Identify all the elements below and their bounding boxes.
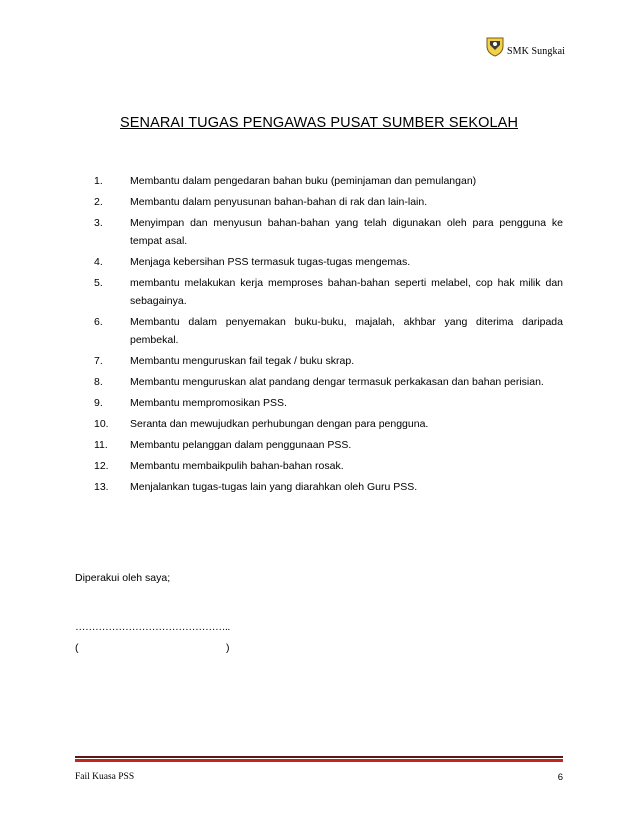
item-number: 3.: [94, 217, 103, 229]
item-number: 4.: [94, 256, 103, 268]
item-text: Membantu mempromosikan PSS.: [130, 397, 287, 409]
item-number: 5.: [94, 277, 103, 289]
item-text: Seranta dan mewujudkan perhubungan dengan para pengguna.: [130, 418, 429, 430]
name-bracket-open: (: [75, 642, 79, 654]
item-number: 1.: [94, 175, 103, 187]
list-item: [0, 373, 638, 391]
list-item: [0, 313, 638, 349]
signature-line: ………………………………………..: [75, 621, 230, 633]
list-item: [0, 253, 638, 271]
page-number: 6: [557, 772, 563, 783]
item-number: 2.: [94, 196, 103, 208]
footer-rule-dark: [75, 756, 563, 758]
item-number: 7.: [94, 355, 103, 367]
list-item: [0, 274, 638, 310]
item-number: 9.: [94, 397, 103, 409]
item-number: 10.: [94, 418, 109, 430]
list-item: [0, 415, 638, 433]
item-number: 12.: [94, 460, 109, 472]
item-text: Membantu membaikpulih bahan-bahan rosak.: [130, 460, 344, 472]
footer-title: Fail Kuasa PSS: [75, 772, 135, 782]
item-number: 8.: [94, 376, 103, 388]
name-bracket-close: ): [226, 642, 230, 654]
list-item: [0, 172, 638, 190]
task-list: [0, 172, 638, 499]
item-text: Membantu dalam penyusunan bahan-bahan di rak dan lain-lain.: [130, 196, 428, 208]
list-item: [0, 457, 638, 475]
list-item: [0, 214, 638, 250]
item-text: Menjalankan tugas-tugas lain yang diarahkan oleh Guru PSS.: [130, 481, 418, 493]
list-item: [0, 193, 638, 211]
list-item: [0, 394, 638, 412]
item-number: 6.: [94, 316, 103, 328]
approval-label: Diperakui oleh saya;: [75, 572, 171, 584]
page-title: SENARAI TUGAS PENGAWAS PUSAT SUMBER SEKOLAH: [119, 115, 519, 131]
footer-rule-red: [75, 759, 563, 762]
school-crest-icon: [485, 35, 505, 57]
item-text: Membantu dalam penyemakan buku-buku, majalah, akhbar yang diterima daripada pembekal.: [130, 316, 563, 346]
item-text: Menyimpan dan menyusun bahan-bahan yang telah digunakan oleh para pengguna ke tempat asal.: [130, 217, 563, 247]
item-text: membantu melakukan kerja memproses bahan-bahan seperti melabel, cop hak milik dan sebagainya.: [130, 277, 563, 307]
list-item: [0, 478, 638, 496]
item-text: Menjaga kebersihan PSS termasuk tugas-tugas mengemas.: [130, 256, 411, 268]
page-header: [485, 32, 565, 57]
item-number: 13.: [94, 481, 109, 493]
school-name: SMK Sungkai: [506, 46, 565, 57]
item-text: Membantu dalam pengedaran bahan buku (peminjaman dan pemulangan): [130, 175, 477, 187]
item-number: 11.: [94, 439, 108, 451]
item-text: Membantu menguruskan fail tegak / buku skrap.: [130, 355, 355, 367]
list-item: [0, 352, 638, 370]
list-item: [0, 436, 638, 454]
item-text: Membantu pelanggan dalam penggunaan PSS.: [130, 439, 352, 451]
item-text: Membantu menguruskan alat pandang dengar termasuk perkakasan dan bahan perisian.: [130, 376, 544, 388]
